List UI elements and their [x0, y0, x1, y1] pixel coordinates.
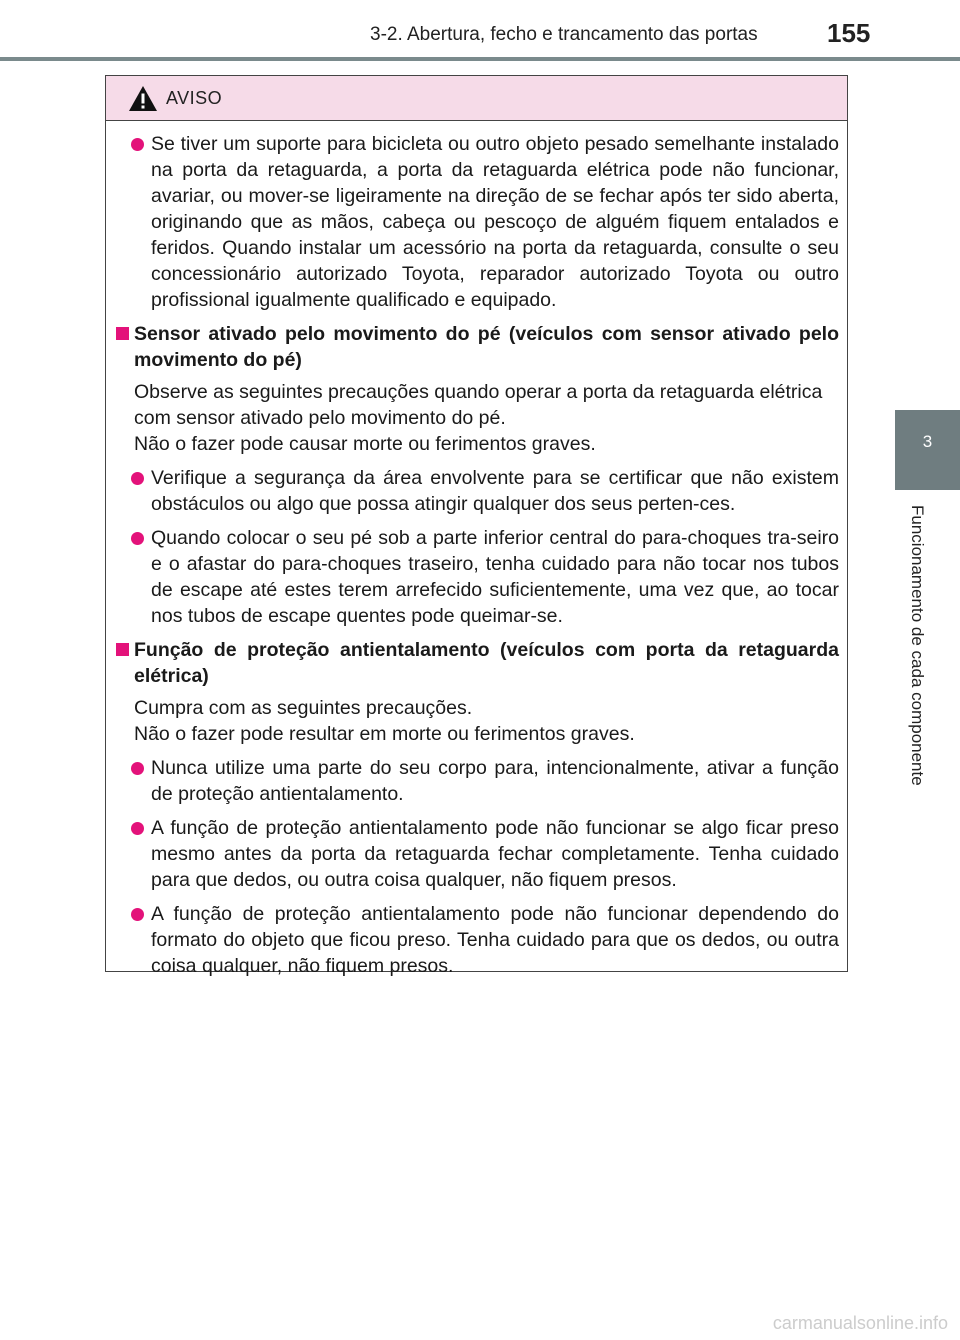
section-square-icon — [116, 327, 129, 340]
warning-bullet — [116, 815, 839, 893]
section-text-line: Cumpra com as seguintes precauções. — [134, 697, 473, 719]
warning-header — [106, 76, 847, 121]
header-rule — [0, 57, 960, 61]
section-heading: Sensor ativado pelo movimento do pé (veículos com sensor ativado pelo movimento do pé) — [134, 323, 839, 371]
warning-bullet — [116, 755, 839, 807]
bullet-dot-icon — [131, 908, 144, 921]
header-title: 3-2. Abertura, fecho e trancamento das portas — [370, 24, 758, 45]
bullet-text: Quando colocar o seu pé sob a parte inferior central do para-choques tra-seiro e o afastar do para-choques traseiro, tenha cuidado para não tocar nos tubos de escape até estes terem arrefecido suficientemente, uma vez que, ao tocar nos tubos de escape quentes pode queimar-se. — [151, 527, 839, 627]
warning-bullet — [116, 525, 839, 629]
section-text — [134, 695, 839, 747]
warning-body — [106, 121, 847, 979]
bullet-dot-icon — [131, 532, 144, 545]
section-heading: Função de proteção antientalamento (veículos com porta da retaguarda elétrica) — [134, 639, 839, 687]
warning-bullet — [116, 465, 839, 517]
warning-bullet — [116, 901, 839, 979]
section-text-line: Não o fazer pode causar morte ou ferimentos graves. — [134, 433, 596, 455]
warning-triangle-icon — [128, 85, 158, 112]
warning-bullet — [116, 131, 839, 313]
bullet-dot-icon — [131, 138, 144, 151]
section-text-line: Observe as seguintes precauções quando operar a porta da retaguarda elétrica com sensor ativado pelo movimento do pé. — [134, 381, 823, 429]
bullet-dot-icon — [131, 822, 144, 835]
section-square-icon — [116, 643, 129, 656]
chapter-tab-number: 3 — [922, 432, 933, 451]
bullet-text: Se tiver um suporte para bicicleta ou outro objeto pesado semelhante instalado na porta da retaguarda, a porta da retaguarda elétrica pode não funcionar, avariar, ou mover-se ligeiramente na direção de se fechar após ter sido aberta, originando que as mãos, cabeça ou pescoço de alguém fiquem entalados e feridos. Quando instalar um acessório na porta da retaguarda, consulte o seu concessionário autorizado Toyota, reparador autorizado Toyota ou outro profissional igualmente qualificado e equipado. — [151, 133, 839, 311]
bullet-text: Nunca utilize uma parte do seu corpo para, intencionalmente, ativar a função de proteção antientalamento. — [151, 757, 839, 805]
warning-box — [105, 75, 848, 977]
page-number: 155 — [827, 18, 871, 48]
bullet-text: A função de proteção antientalamento pode não funcionar dependendo do formato do objeto que ficou preso. Tenha cuidado para que os dedos, ou outra coisa qualquer, não fiquem presos. — [151, 903, 839, 977]
bullet-dot-icon — [131, 762, 144, 775]
warning-section — [116, 321, 839, 629]
chapter-label: Funcionamento de cada componente — [908, 505, 927, 786]
watermark: carmanualsonline.info — [772, 1313, 948, 1333]
bullet-text: Verifique a segurança da área envolvente para se certificar que não existem obstáculos ou algo que possa atingir qualquer dos seus perten-ces. — [151, 467, 839, 515]
warning-title: AVISO — [166, 87, 223, 108]
bullet-text: A função de proteção antientalamento pode não funcionar se algo ficar preso mesmo antes da porta da retaguarda fechar completamente. Tenha cuidado para que dedos, ou outra coisa qualquer, não fiquem presos. — [151, 817, 839, 891]
warning-section — [116, 637, 839, 979]
section-text-line: Não o fazer pode resultar em morte ou ferimentos graves. — [134, 723, 635, 745]
bullet-dot-icon — [131, 472, 144, 485]
section-text — [134, 379, 839, 457]
